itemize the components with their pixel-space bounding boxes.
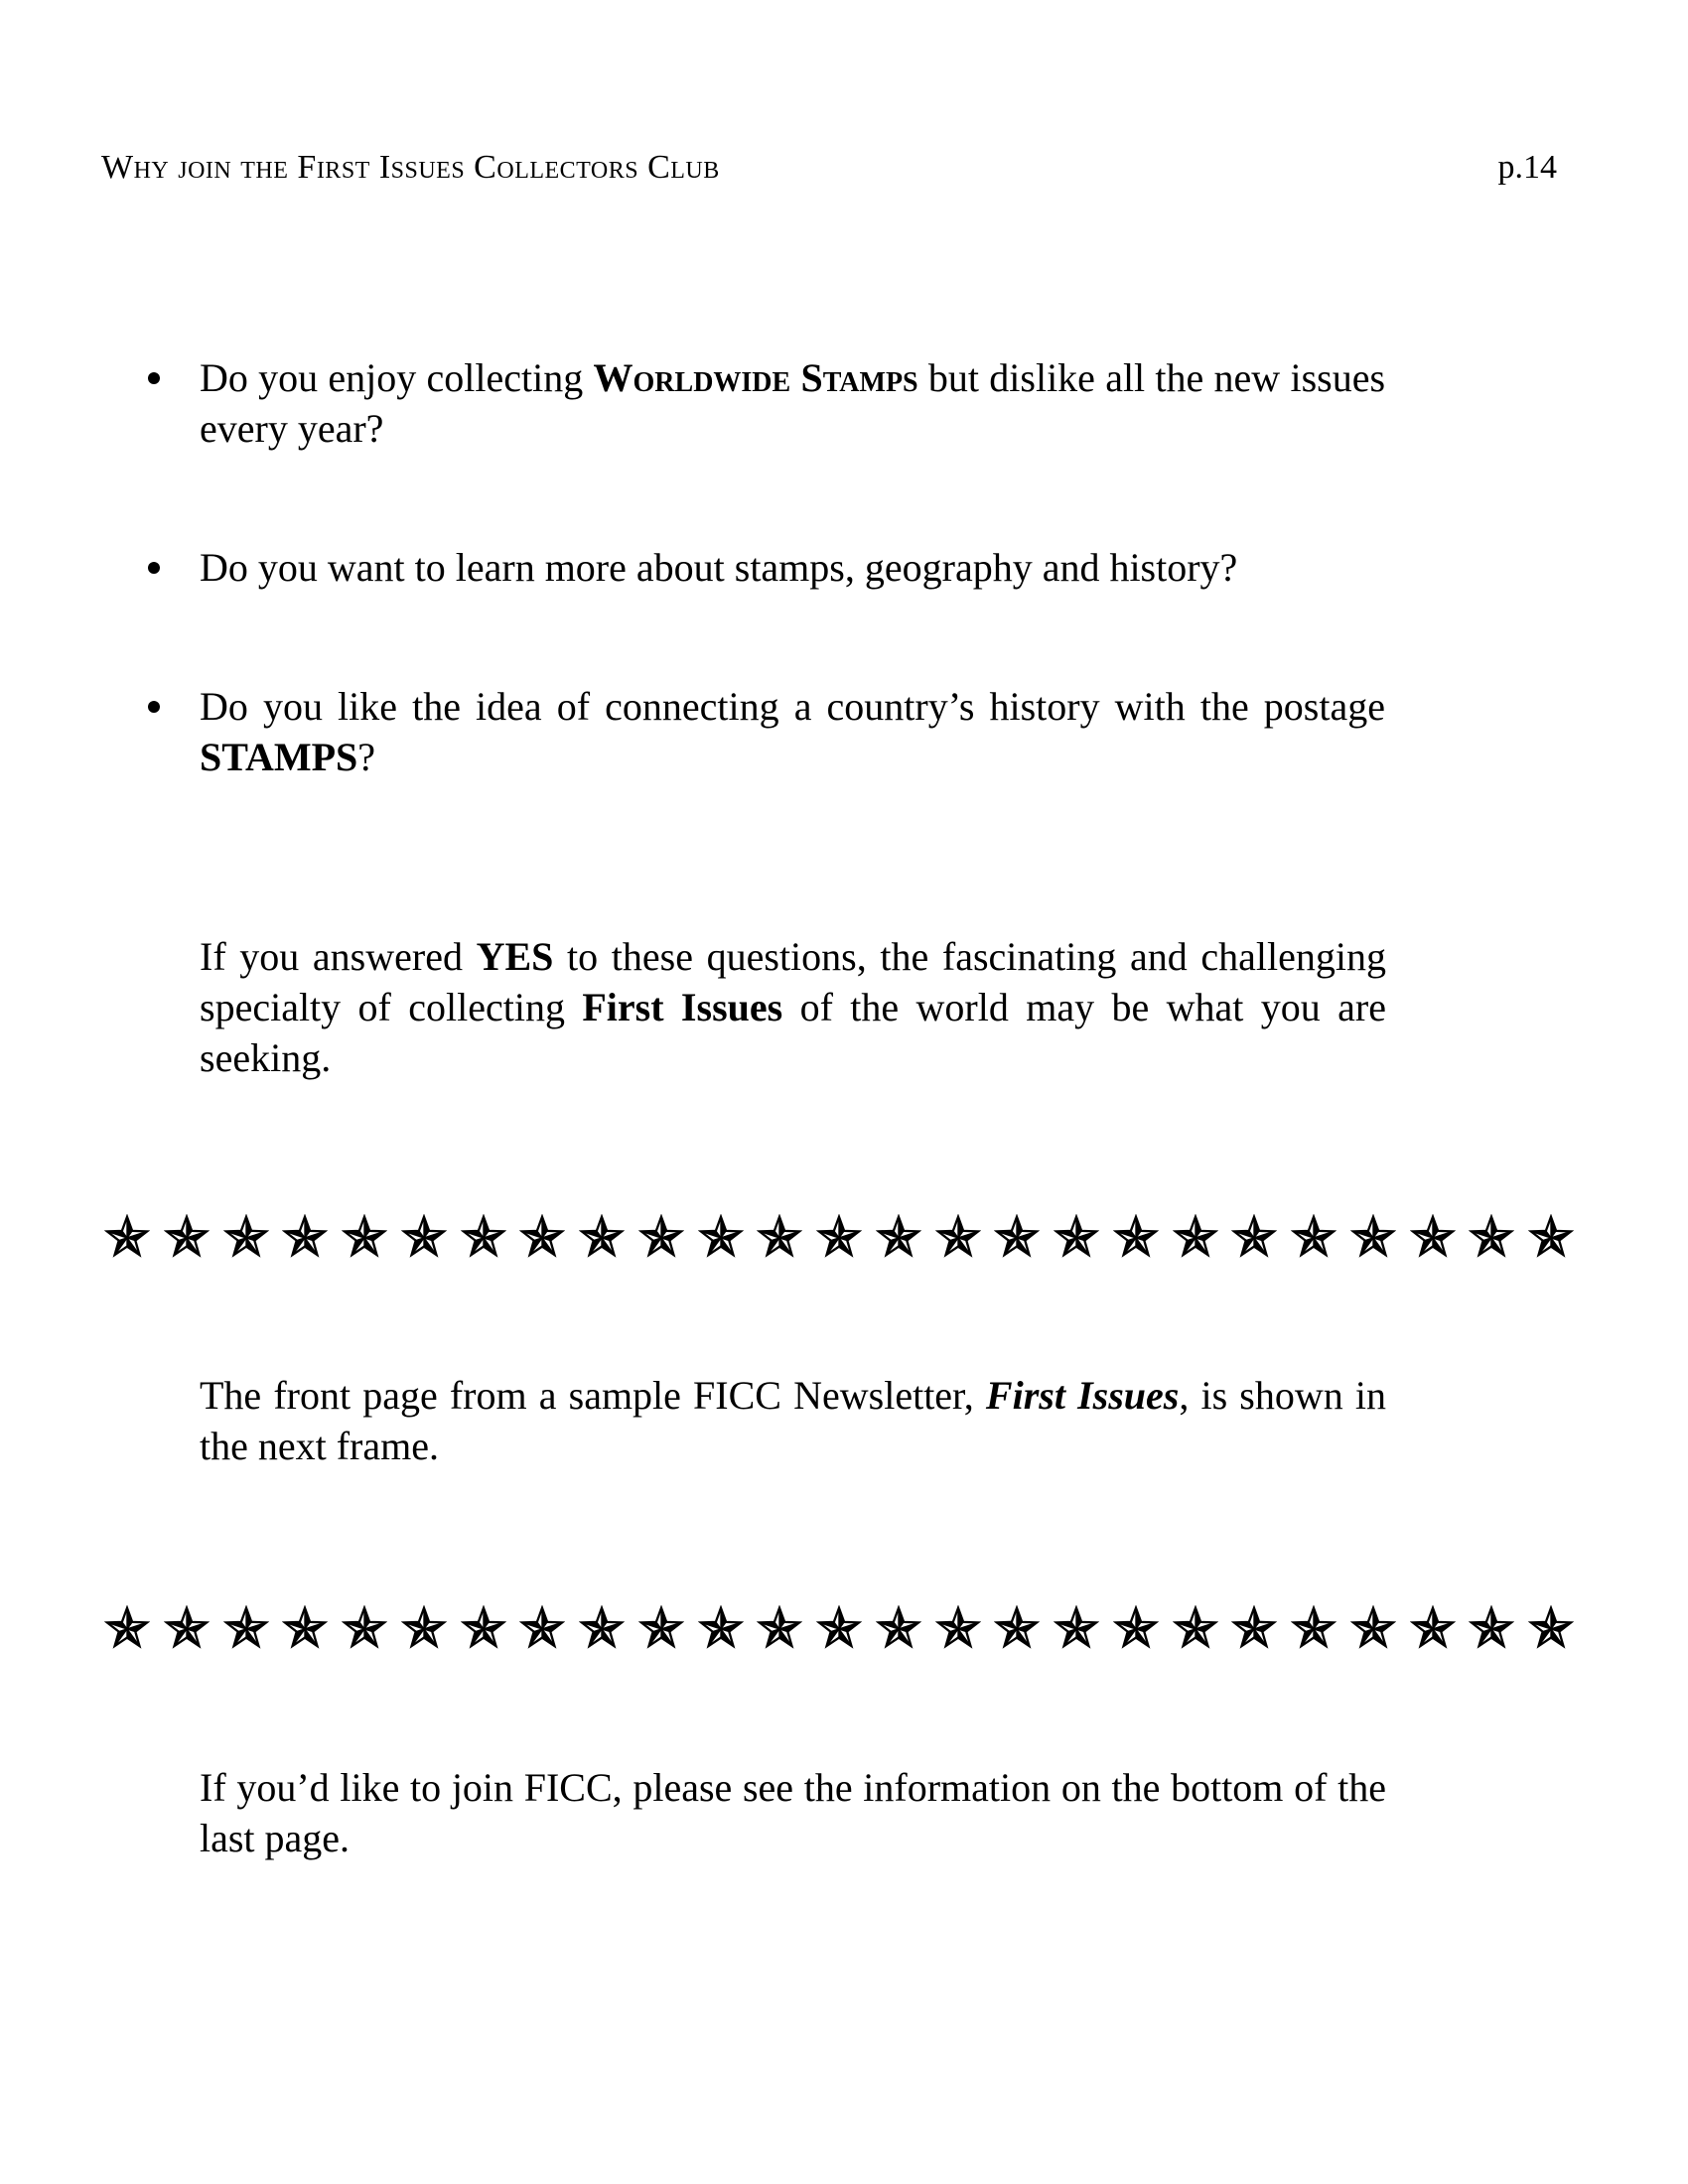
question-text: Do you want to learn more about stamps, geography and history?	[200, 545, 1238, 590]
star-icon	[1410, 1214, 1456, 1260]
star-icon	[223, 1214, 269, 1260]
star-icon	[104, 1214, 150, 1260]
star-icon	[1350, 1214, 1396, 1260]
star-icon	[876, 1605, 921, 1651]
star-icon	[579, 1214, 625, 1260]
star-icon	[104, 1605, 150, 1651]
star-icon	[1469, 1605, 1514, 1651]
bullet-icon	[148, 701, 160, 713]
star-icon	[935, 1214, 981, 1260]
star-icon	[1113, 1605, 1159, 1651]
question-text: Do you enjoy collecting	[200, 355, 594, 400]
star-icon	[1469, 1214, 1514, 1260]
star-icon	[282, 1214, 328, 1260]
star-icon	[816, 1605, 862, 1651]
star-icon	[816, 1214, 862, 1260]
question-item	[144, 681, 1385, 782]
yes-paragraph-start: If you answered	[200, 934, 477, 979]
bullet-icon	[148, 372, 160, 384]
star-icon	[876, 1214, 921, 1260]
star-icon	[519, 1605, 565, 1651]
yes-paragraph-end: of the world may be what you are seeking.	[200, 985, 1386, 1080]
star-icon	[164, 1605, 210, 1651]
page-header-title: Why join the First Issues Collectors Club	[101, 149, 720, 186]
star-icon	[1231, 1214, 1277, 1260]
star-icon	[1528, 1605, 1574, 1651]
star-icon	[223, 1605, 269, 1651]
star-icon	[1410, 1605, 1456, 1651]
star-icon	[1173, 1214, 1218, 1260]
stamps-emphasis: STAMPS	[200, 735, 358, 779]
question-text: Do you like the idea of connecting a country’s history with the postage	[200, 684, 1385, 729]
star-icon	[757, 1214, 802, 1260]
star-icon	[342, 1214, 387, 1260]
star-icon	[638, 1605, 684, 1651]
star-icon	[994, 1605, 1040, 1651]
star-icon	[401, 1605, 447, 1651]
star-icon	[1291, 1214, 1336, 1260]
star-icon	[342, 1605, 387, 1651]
question-text-end: but dislike all the new issues every year?	[200, 355, 1386, 451]
star-icon	[994, 1214, 1040, 1260]
newsletter-paragraph-start: The front page from a sample FICC Newsletter,	[200, 1373, 986, 1418]
question-item	[144, 542, 1385, 593]
star-icon	[519, 1214, 565, 1260]
star-icon	[698, 1605, 744, 1651]
star-icon	[1054, 1605, 1099, 1651]
yes-paragraph-middle: to these questions, the fascinating and challenging specialty of collecting	[200, 934, 1386, 1029]
question-item	[144, 352, 1385, 454]
star-icon	[461, 1214, 506, 1260]
first-issues-emphasis: First Issues	[582, 985, 783, 1029]
star-icon	[698, 1214, 744, 1260]
worldwide-stamps-emphasis: Worldwide Stamps	[593, 355, 918, 400]
star-icon	[1350, 1605, 1396, 1651]
star-icon	[461, 1605, 506, 1651]
star-icon	[1054, 1214, 1099, 1260]
star-icon	[1173, 1605, 1218, 1651]
star-icon	[935, 1605, 981, 1651]
newsletter-title: First Issues	[985, 1373, 1180, 1418]
page-number: p.14	[1497, 149, 1557, 186]
yes-emphasis: YES	[476, 934, 554, 979]
star-divider-bottom	[104, 1600, 1574, 1656]
star-icon	[164, 1214, 210, 1260]
star-icon	[1291, 1605, 1336, 1651]
star-icon	[757, 1605, 802, 1651]
join-paragraph: If you’d like to join FICC, please see the information on the bottom of the last page.	[200, 1765, 1386, 1860]
star-icon	[638, 1214, 684, 1260]
question-text-end: ?	[357, 735, 376, 779]
star-icon	[579, 1605, 625, 1651]
star-icon	[1113, 1214, 1159, 1260]
yes-paragraph	[200, 931, 1386, 1083]
star-icon	[1528, 1214, 1574, 1260]
newsletter-paragraph	[200, 1370, 1386, 1471]
newsletter-paragraph-end: , is shown in the next frame.	[200, 1373, 1386, 1468]
star-icon	[1231, 1605, 1277, 1651]
star-icon	[401, 1214, 447, 1260]
question-list	[144, 352, 1385, 782]
star-divider-top	[104, 1209, 1574, 1265]
star-icon	[282, 1605, 328, 1651]
bullet-icon	[148, 562, 160, 574]
